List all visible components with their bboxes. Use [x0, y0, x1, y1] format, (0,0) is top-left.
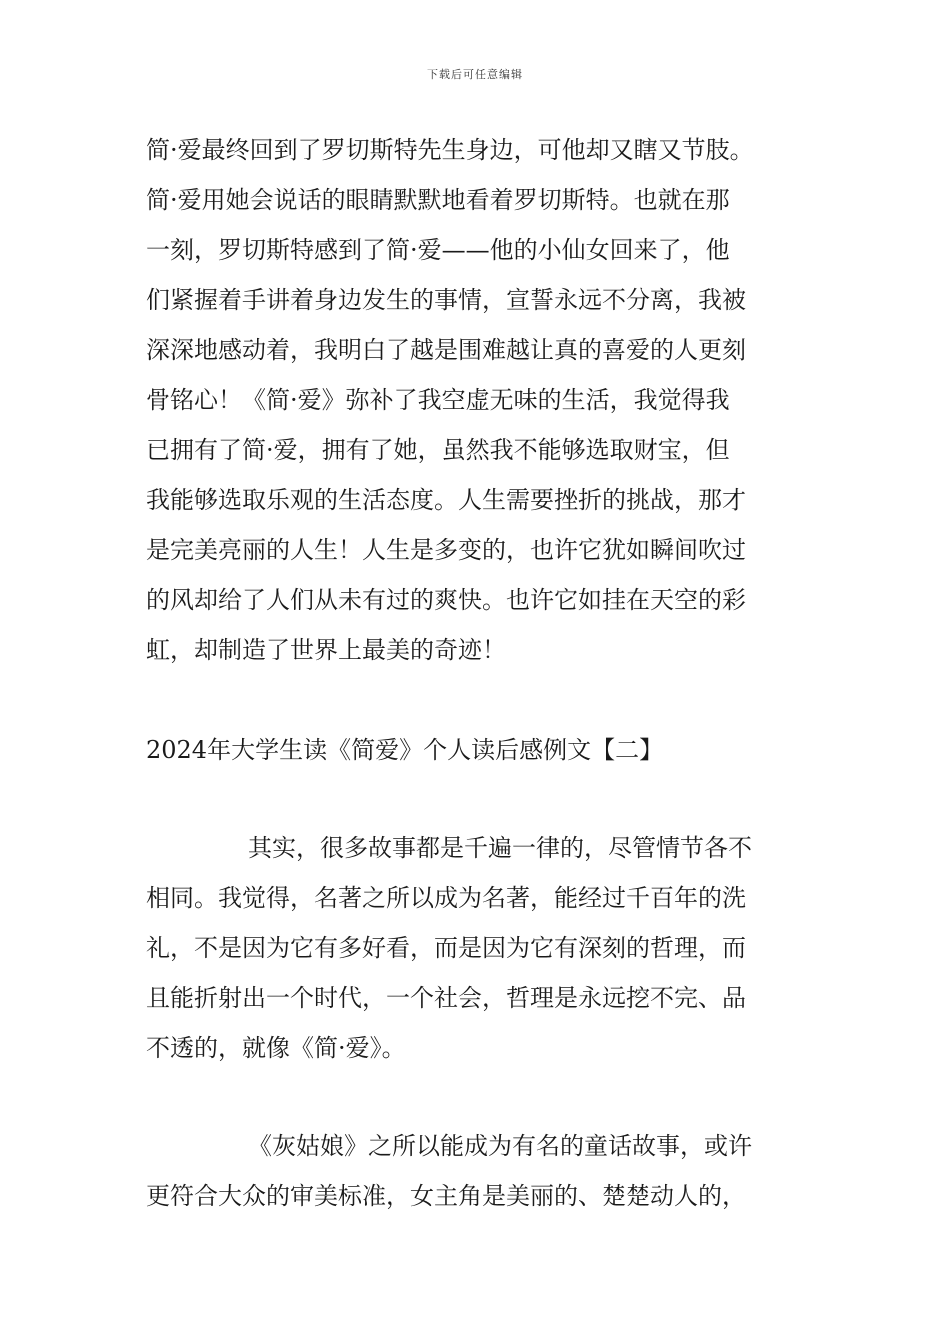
paragraph-3-line: 《灰姑娘》之所以能成为有名的童话故事，或许 — [248, 1132, 752, 1160]
paragraph-1-line: 骨铭心！《简·爱》弥补了我空虚无味的生活，我觉得我 — [146, 386, 730, 414]
paragraph-2-line: 礼，不是因为它有多好看，而是因为它有深刻的哲理，而 — [146, 934, 746, 962]
paragraph-1-line: 已拥有了简·爱，拥有了她，虽然我不能够选取财宝，但 — [146, 436, 730, 464]
paragraph-3-line: 更符合大众的审美标准，女主角是美丽的、楚楚动人的， — [146, 1182, 746, 1210]
paragraph-2-line: 相同。我觉得，名著之所以成为名著，能经过千百年的洗 — [146, 884, 746, 912]
page-header: 下载后可任意编辑 — [427, 68, 523, 81]
paragraph-1-line: 深深地感动着，我明白了越是围难越让真的喜爱的人更刻 — [146, 336, 746, 364]
section-title: 2024年大学生读《简爱》个人读后感例文【二】 — [146, 736, 664, 764]
paragraph-1-line: 简·爱用她会说话的眼睛默默地看着罗切斯特。也就在那 — [146, 186, 730, 214]
paragraph-1-line: 一刻，罗切斯特感到了简·爱——他的小仙女回来了，他 — [146, 236, 730, 264]
paragraph-2-line: 其实，很多故事都是千遍一律的，尽管情节各不 — [248, 834, 752, 862]
paragraph-1-line: 的风却给了人们从未有过的爽快。也许它如挂在天空的彩 — [146, 586, 746, 614]
paragraph-2-line: 且能折射出一个时代，一个社会，哲理是永远挖不完、品 — [146, 984, 746, 1012]
paragraph-1-line: 我能够选取乐观的生活态度。人生需要挫折的挑战，那才 — [146, 486, 746, 514]
paragraph-1-line: 虹，却制造了世界上最美的奇迹！ — [146, 636, 506, 664]
paragraph-2-line: 不透的，就像《简·爱》。 — [146, 1034, 406, 1062]
paragraph-1-line: 是完美亮丽的人生！人生是多变的，也许它犹如瞬间吹过 — [146, 536, 746, 564]
paragraph-1-line: 们紧握着手讲着身边发生的事情，宣誓永远不分离，我被 — [146, 286, 746, 314]
paragraph-1-line: 简·爱最终回到了罗切斯特先生身边，可他却又瞎又节肢。 — [146, 136, 754, 164]
